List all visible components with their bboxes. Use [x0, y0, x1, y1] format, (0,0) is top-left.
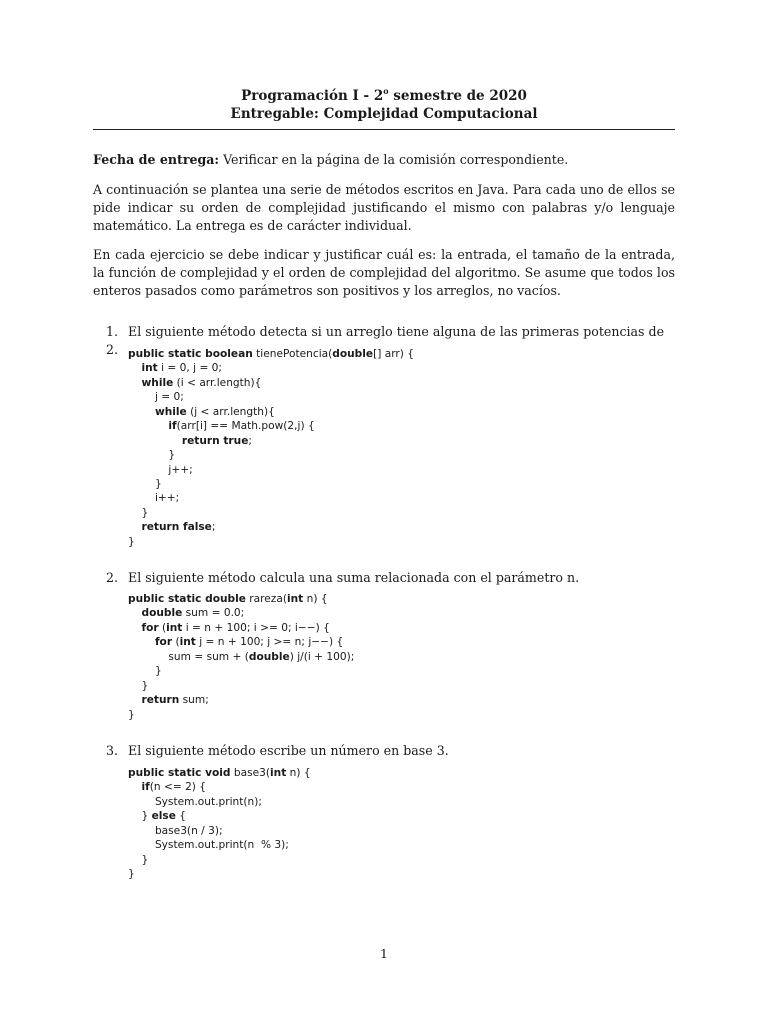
code-text — [128, 694, 141, 706]
code-text: i++; — [128, 492, 180, 505]
code-text: j = 0; — [128, 391, 184, 404]
code-text — [128, 622, 141, 634]
code-block-3 — [128, 766, 311, 882]
code-text — [128, 521, 141, 533]
code-keyword: else — [151, 810, 176, 823]
code-line — [128, 766, 311, 780]
code-line — [128, 795, 311, 809]
code-text: } — [128, 665, 162, 678]
code-text: } — [128, 506, 149, 519]
code-text: (arr[i] == Math.pow(2,j) { — [176, 420, 315, 433]
exercise-statement: El siguiente método detecta si un arreglo tiene alguna de las primeras potencias de 2. — [106, 324, 665, 357]
code-line — [128, 477, 414, 491]
document-subtitle: Entregable: Complejidad Computacional — [230, 106, 538, 122]
due-date-text: Verificar en la página de la comisión correspondiente. — [219, 152, 569, 167]
code-keyword: return false — [141, 521, 212, 534]
code-text: } — [128, 477, 162, 490]
exercise-statement: El siguiente método calcula una suma relacionada con el parámetro n. — [128, 570, 580, 585]
code-text: sum; — [179, 694, 209, 707]
code-line — [128, 491, 414, 505]
due-date-paragraph — [93, 151, 675, 169]
intro-paragraph: A continuación se plantea una serie de métodos escritos en Java. Para cada uno de ellos se pide indicar su orden de complejidad justificando el mismo con palabras y/o lenguaje matemático. La entrega es de carácter individual. — [93, 182, 675, 234]
exercise-statement: El siguiente método escribe un número en base 3. — [128, 743, 449, 758]
code-keyword: while — [141, 376, 174, 389]
code-text — [128, 406, 155, 418]
exercise-2 — [106, 569, 676, 587]
code-text: (i < arr.length){ — [173, 376, 262, 389]
code-text: ; — [211, 521, 216, 534]
code-line — [128, 635, 354, 649]
code-line — [128, 535, 414, 549]
code-line — [128, 463, 414, 477]
code-line — [128, 606, 354, 620]
code-text: rareza( — [245, 593, 287, 605]
title-prefix: Programación I - 2 — [241, 88, 384, 104]
code-text — [128, 362, 141, 374]
code-keyword: public static double — [128, 593, 246, 605]
code-text: (n <= 2) { — [149, 781, 207, 794]
code-keyword: if — [168, 420, 177, 433]
code-text: sum = 0.0; — [182, 607, 245, 620]
code-text: System.out.print(n); — [128, 795, 262, 808]
title-suffix: semestre de 2020 — [388, 88, 527, 104]
code-text — [128, 420, 168, 432]
code-line — [128, 361, 414, 375]
code-line — [128, 390, 414, 404]
exercise-number: 2. — [106, 570, 119, 585]
code-text — [128, 377, 141, 389]
exercise-3 — [106, 742, 676, 760]
code-block-2 — [128, 592, 354, 722]
title-superscript: o — [383, 85, 389, 96]
code-keyword: int — [141, 362, 158, 375]
exercise-number: 3. — [106, 743, 119, 758]
code-line — [128, 621, 354, 635]
code-text: j++; — [128, 463, 193, 476]
code-text: } — [128, 535, 135, 548]
code-keyword: while — [154, 405, 187, 418]
code-block-1 — [128, 347, 414, 549]
code-text: n) { — [286, 767, 311, 779]
code-text: } — [128, 449, 176, 462]
code-keyword: return true — [181, 434, 249, 447]
code-keyword: int — [270, 767, 287, 779]
code-keyword: public static void — [128, 767, 231, 779]
exercise-number: 1. — [106, 324, 119, 339]
code-keyword: public static boolean — [128, 348, 253, 360]
code-line — [128, 419, 414, 433]
code-line — [128, 448, 414, 462]
code-text: i = 0, j = 0; — [157, 362, 222, 375]
code-text: i = n + 100; i >= 0; i−−) { — [182, 621, 330, 634]
code-line — [128, 650, 354, 664]
code-keyword: double — [141, 607, 183, 620]
code-line — [128, 434, 414, 448]
page-number: 1 — [380, 946, 388, 961]
code-text: j = n + 100; j >= n; j−−) { — [195, 636, 344, 649]
code-line — [128, 347, 414, 361]
document-title — [0, 85, 768, 105]
code-text — [128, 636, 155, 648]
code-line — [128, 780, 311, 794]
code-text: n) { — [303, 593, 328, 605]
code-text — [128, 435, 182, 447]
code-line — [128, 824, 311, 838]
code-text: System.out.print(n % 3); — [128, 839, 289, 852]
code-keyword: double — [248, 650, 290, 663]
code-line — [128, 664, 354, 678]
code-line — [128, 838, 311, 852]
code-text: ; — [248, 434, 252, 447]
code-text: } — [128, 853, 149, 866]
code-text: base3( — [230, 767, 271, 779]
code-keyword: if — [141, 781, 150, 794]
code-line — [128, 376, 414, 390]
code-text: { — [175, 810, 186, 823]
code-line — [128, 506, 414, 520]
code-line — [128, 520, 414, 534]
code-keyword: int — [166, 621, 183, 634]
code-keyword: int — [286, 593, 304, 605]
code-text: base3(n / 3); — [128, 824, 223, 837]
code-text: ) j/(i + 100); — [289, 650, 355, 663]
code-text: } — [128, 868, 135, 881]
due-date-label: Fecha de entrega: — [93, 152, 220, 167]
code-keyword: for — [154, 636, 173, 649]
code-line — [128, 693, 354, 707]
code-text: [] arr) { — [373, 348, 414, 360]
code-line — [128, 853, 311, 867]
code-keyword: int — [179, 636, 196, 649]
code-line — [128, 708, 354, 722]
title-rule — [93, 129, 675, 130]
code-line — [128, 867, 311, 881]
code-text: sum = sum + ( — [128, 650, 249, 663]
code-keyword: return — [141, 694, 180, 707]
code-line — [128, 592, 354, 606]
code-text: (j < arr.length){ — [186, 405, 275, 418]
code-text: } — [128, 708, 135, 721]
code-line — [128, 679, 354, 693]
code-text: ( — [158, 621, 167, 634]
code-text: ( — [172, 636, 180, 649]
code-line — [128, 809, 311, 823]
code-keyword: for — [141, 621, 159, 634]
code-keyword: double — [332, 348, 374, 360]
instructions-paragraph: En cada ejercicio se debe indicar y justificar cuál es: la entrada, el tamaño de la entrada, la función de complejidad y el orden de complejidad del algoritmo. Se asume que todos los enteros pasados como parámetros son positivos y los arreglos, no vacíos. — [93, 247, 675, 299]
code-text: } — [128, 679, 149, 692]
code-text: tienePotencia( — [252, 348, 333, 360]
code-text — [128, 781, 141, 793]
code-text: } — [128, 810, 152, 823]
code-text — [128, 607, 141, 619]
code-line — [128, 405, 414, 419]
